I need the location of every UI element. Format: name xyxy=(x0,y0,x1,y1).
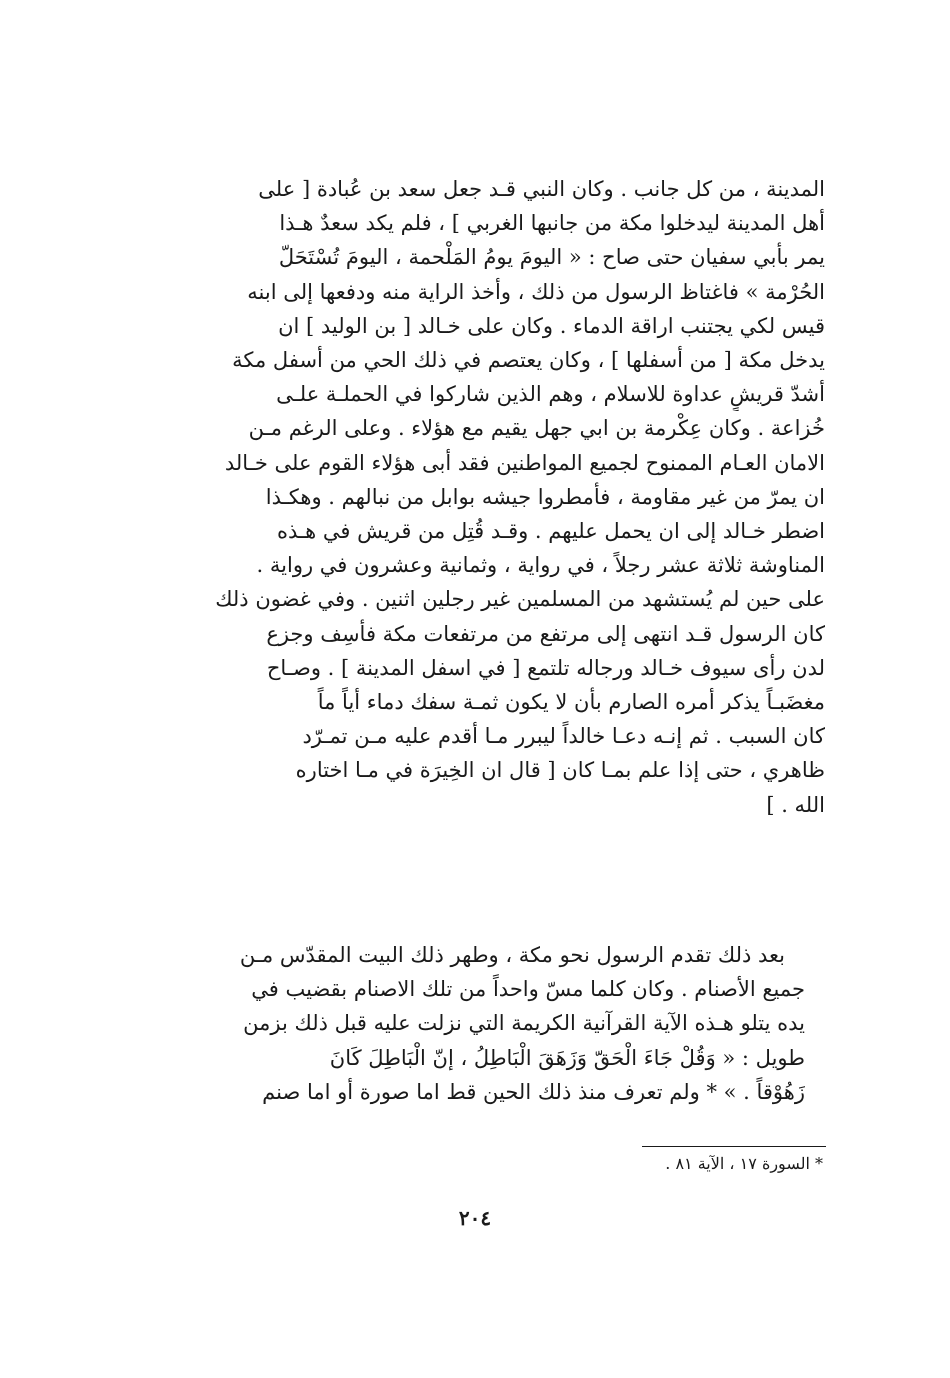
text-line: ان يمرّ من غير مقاومة ، فأمطروا جيشه بوابل من نبالهم . وهكـذا xyxy=(265,484,825,509)
text-line: خُزاعة . وكان عِكْرمة بن ابي جهل يقيم مع هؤلاء . وعلى الرغم مـن xyxy=(248,416,825,441)
text-line: طويل : « وَقُلْ جَاءَ الْحَقّ وَزَهَقَ الْبَاطِلُ ، إنّ الْبَاطِلَ كَانَ xyxy=(329,1045,805,1070)
text-line: الله . ] xyxy=(766,792,825,817)
text-line: أهل المدينة ليدخلوا مكة من جانبها الغربي ] ، فلم يكد سعدٌ هـذا xyxy=(279,211,825,236)
footnote-separator xyxy=(642,1146,826,1147)
text-line: زَهُوْقاً . » * ولم تعرف منذ ذلك الحين قط اما صورة أو اما صنم xyxy=(262,1079,805,1104)
page-number: ٢٠٤ xyxy=(458,1206,492,1230)
text-line: بعد ذلك تقدم الرسول نحو مكة ، وطهر ذلك البيت المقدّس مـن xyxy=(239,943,785,967)
text-line: قيس لكي يجتنب اراقة الدماء . وكان على خـالد [ بن الوليد ] ان xyxy=(278,313,825,338)
text-line: الامان العـام الممنوح لجميع المواطنين فقد أبى هؤلاء القوم على خـالد xyxy=(224,450,825,475)
text-line: لدن رأى سيوف خـالد ورجاله تلتمع [ في اسفل المدينة ] . وصـاح xyxy=(266,655,825,680)
text-line: على حين لم يُستشهد من المسلمين غير رجلين اثنين . وفي غضون ذلك xyxy=(215,587,825,612)
text-line: مغضَبـاً يذكر أمره الصارم بأن لا يكون ثمـة سفك دماء أياً ماً xyxy=(317,690,825,715)
text-line: يدخل مكة [ من أسفلها ] ، وكان يعتصم في ذلك الحي من أسفل مكة xyxy=(232,348,825,373)
text-line: يمر بأبي سفيان حتى صاح : « اليومَ يومُ المَلْحمة ، اليومَ تُسْتَحَلّ xyxy=(278,245,825,270)
paragraph-2 xyxy=(125,938,825,1109)
text-line: يده يتلو هـذه الآية القرآنية الكريمة التي نزلت عليه قبل ذلك بزمن xyxy=(243,1011,805,1036)
text-line: اضطر خـالد إلى ان يحمل عليهم . وقـد قُتِل من قريش في هـذه xyxy=(276,519,825,544)
text-line: كان السبب . ثم إنـه دعـا خالداً ليبرر مـا أقدم عليه مـن تمـرّد xyxy=(302,724,825,749)
text-line: أشدّ قريشٍ عداوة للاسلام ، وهم الذين شاركوا في الحملـة علـى xyxy=(276,382,825,407)
text-line: المناوشة ثلاثة عشر رجلاً ، في رواية ، وثمانية وعشرون في رواية . xyxy=(256,553,825,578)
text-line: جميع الأصنام . وكان كلما مسّ واحداً من تلك الاصنام بقضيب في xyxy=(251,977,805,1002)
text-line: ظاهري ، حتى إذا علم بمـا كان [ قال ان الخِيرَة في مـا اختاره xyxy=(295,758,825,783)
paragraph-1 xyxy=(125,172,825,822)
footnote: * السورة ١٧ ، الآية ٨١ . xyxy=(665,1154,823,1173)
text-line: الحُرْمة » فاغتاظ الرسول من ذلك ، وأخذ الراية منه ودفعها إلى ابنه xyxy=(247,279,825,304)
text-line: المدينة ، من كل جانب . وكان النبي قـد جعل سعد بن عُبادة [ على xyxy=(258,177,825,201)
text-line: كان الرسول قـد انتهى إلى مرتفع من مرتفعات مكة فأسِف وجزع xyxy=(266,621,825,646)
